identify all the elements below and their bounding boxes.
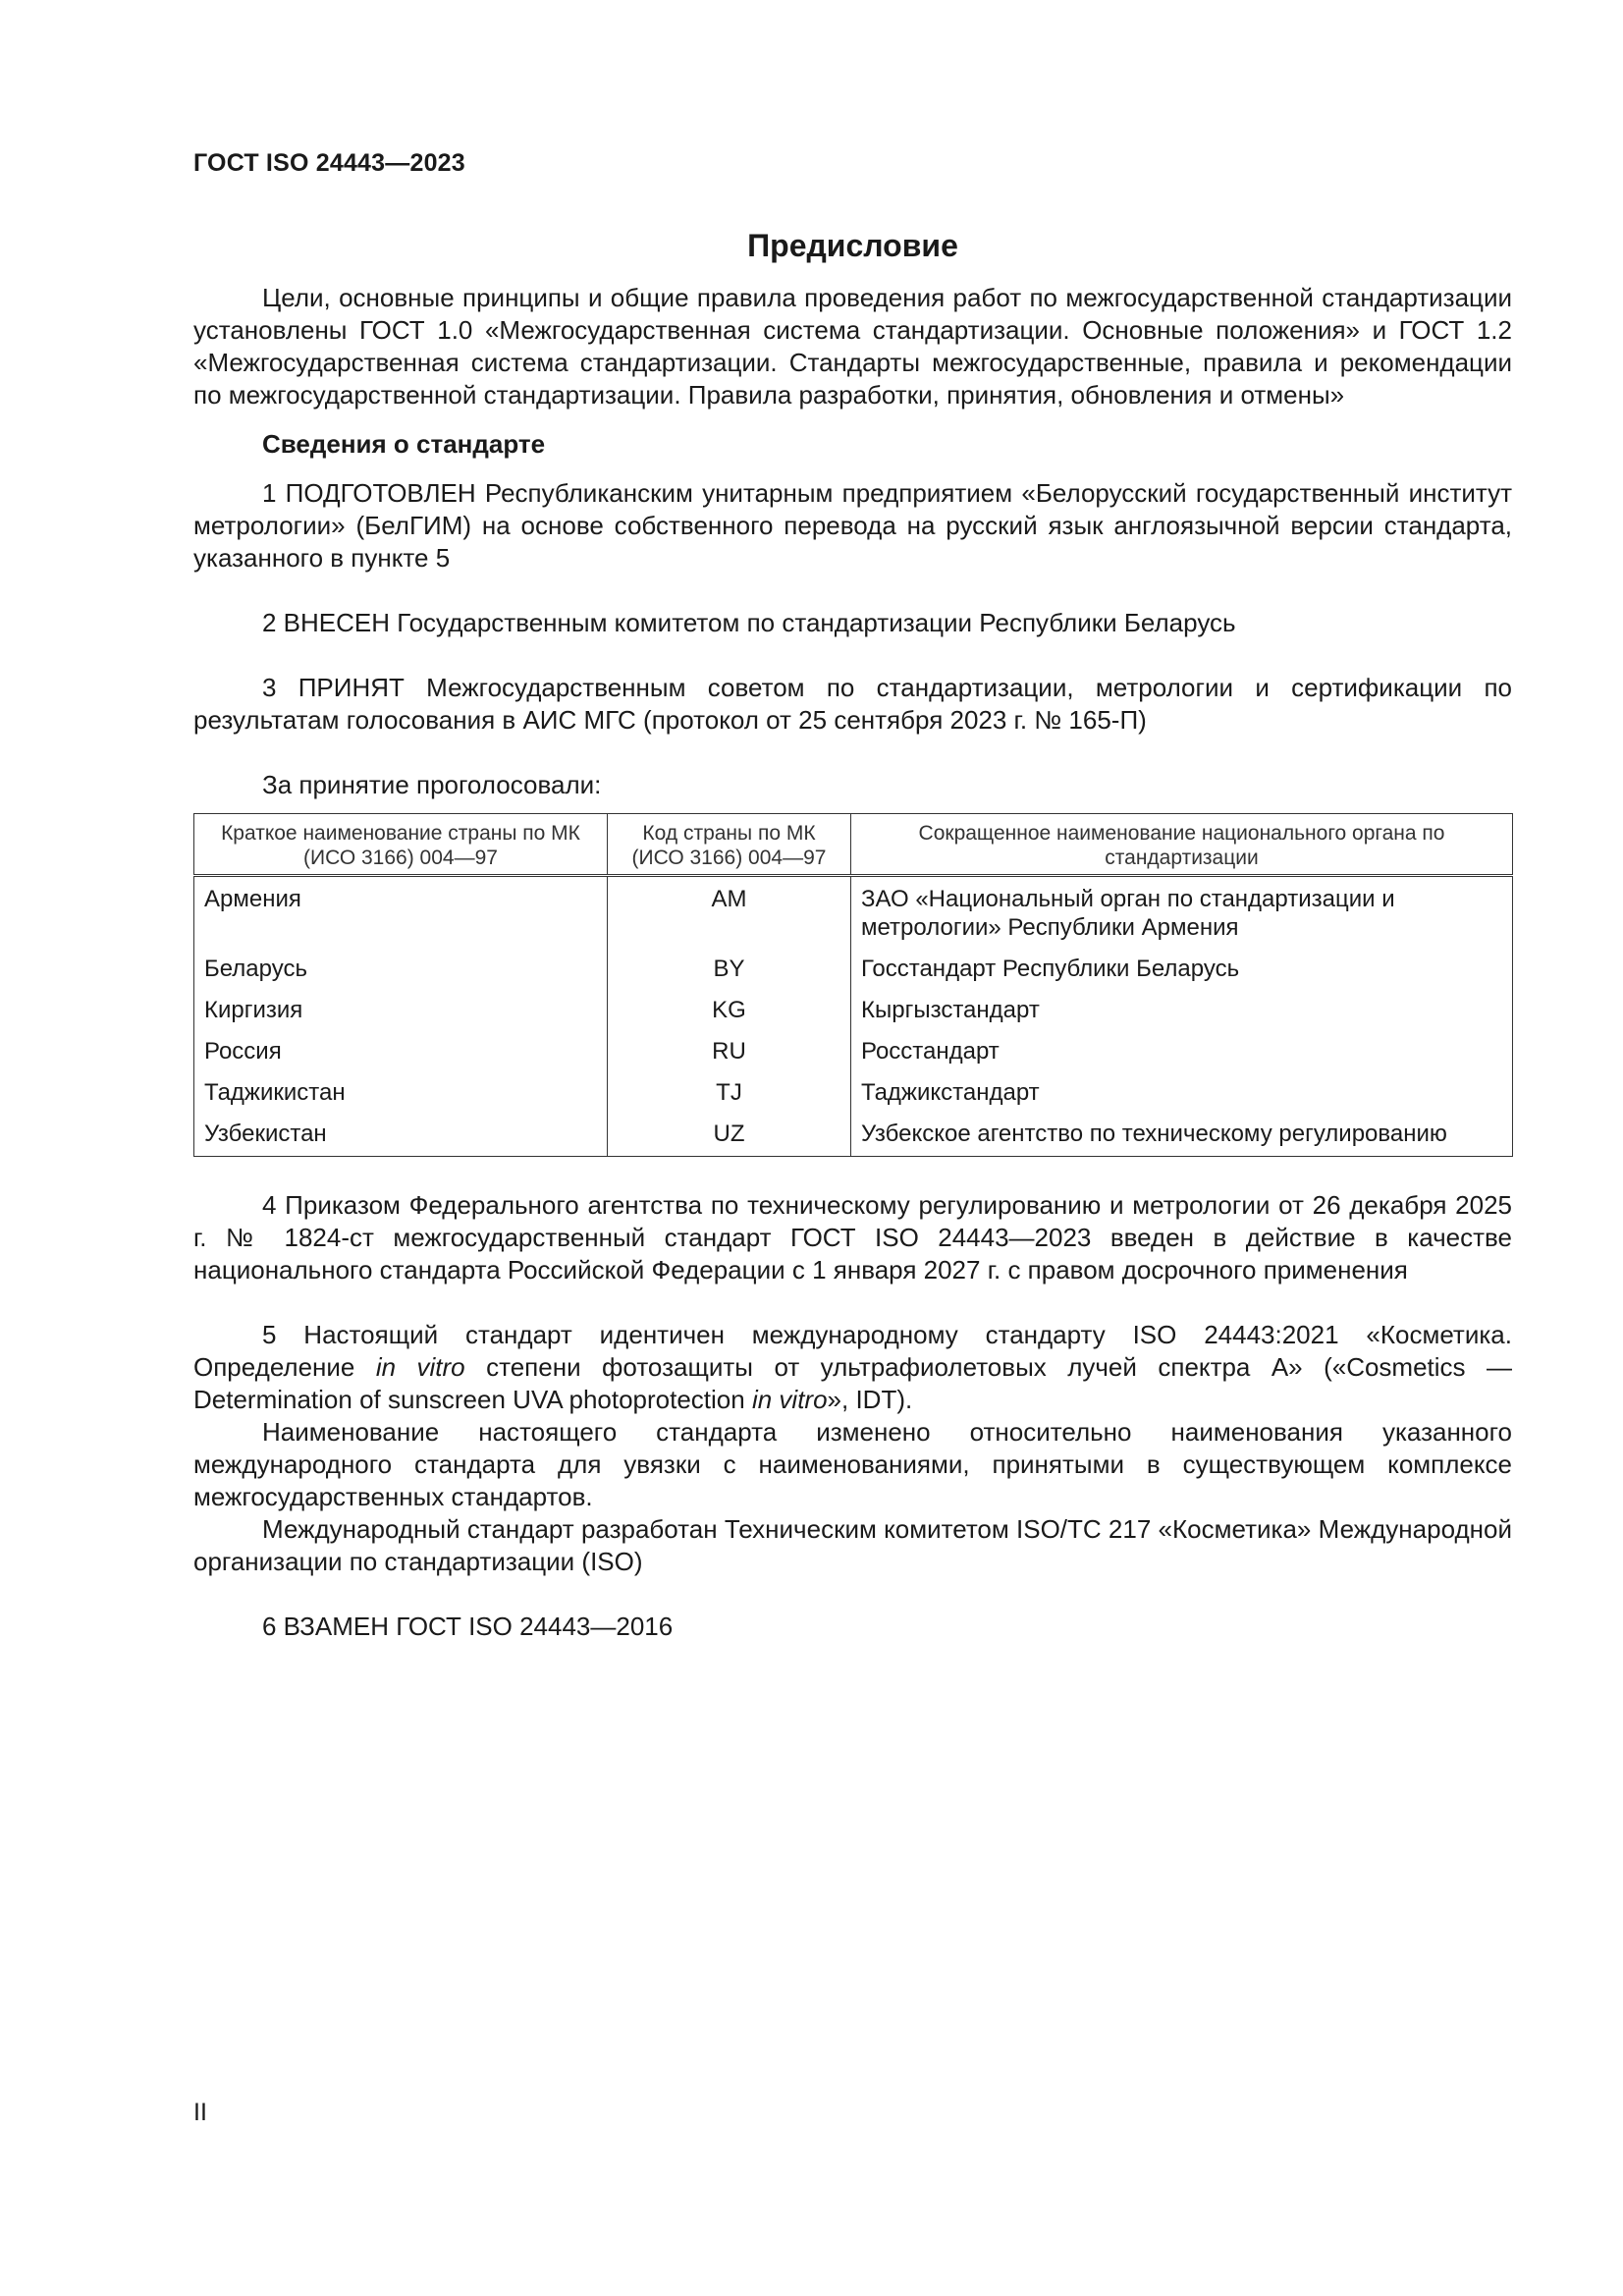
item-5-italic: in vitro	[375, 1352, 465, 1382]
item-5-text: », IDT).	[827, 1385, 913, 1414]
table-row	[194, 950, 1513, 991]
page-title: Предисловие	[747, 228, 958, 263]
vote-label: За принятие проголосовали:	[262, 770, 602, 799]
page-number: II	[193, 2099, 207, 2126]
code-cell: RU	[608, 1032, 851, 1073]
country-cell: Киргизия	[194, 991, 608, 1032]
item-5-rename-paragraph: Наименование настоящего стандарта изменено относительно наименования указанного международного стандарта для увязки с наименованиями, принятыми в существующем комплексе межгосударственных стандартов.	[193, 1417, 1512, 1511]
country-cell: Армения	[194, 876, 608, 951]
country-cell: Россия	[194, 1032, 608, 1073]
table-row	[194, 1073, 1513, 1115]
code-cell: UZ	[608, 1115, 851, 1157]
item-3-paragraph: 3 ПРИНЯТ Межгосударственным советом по стандартизации, метрологии и сертификации по результатам голосования в АИС МГС (протокол от 25 сентября 2023 г. № 165-П)	[193, 673, 1512, 735]
table-row	[194, 991, 1513, 1032]
table-header-cell: Краткое наименование страны по МК (ИСО 3166) 004—97	[194, 814, 608, 876]
foreword-content	[193, 226, 1512, 1643]
body-cell: Узбекское агентство по техническому регулированию	[851, 1115, 1513, 1157]
code-cell: BY	[608, 950, 851, 991]
code-cell: AM	[608, 876, 851, 951]
item-4-paragraph: 4 Приказом Федерального агентства по техническому регулированию и метрологии от 26 декабря 2025 г. № 1824-ст межгосударственный стандарт ГОСТ ISO 24443—2023 введен в действие в качестве национального стандарта Российской Федерации с 1 января 2027 г. с правом досрочного применения	[193, 1190, 1512, 1285]
item-5-paragraph	[193, 1319, 1512, 1416]
body-cell: Таджикстандарт	[851, 1073, 1513, 1115]
table-header-cell: Сокращенное наименование национального органа по стандартизации	[851, 814, 1513, 876]
table-header-row	[194, 814, 1513, 876]
code-cell: TJ	[608, 1073, 851, 1115]
intro-paragraph: Цели, основные принципы и общие правила проведения работ по межгосударственной стандартизации установлены ГОСТ 1.0 «Межгосударственная система стандартизации. Основные положения» и ГОСТ 1.2 «Межгосударственная система стандартизации. Стандарты межгосударственные, правила и рекомендации по межгосударственной стандартизации. Правила разработки, принятия, обновления и отмены»	[193, 283, 1512, 410]
item-2-paragraph: 2 ВНЕСЕН Государственным комитетом по стандартизации Республики Беларусь	[262, 608, 1236, 637]
item-5-text: степени фотозащиты от ультрафиолетовых лучей спектра А» («Cosmetics — Determination of sunscreen UVA photoprotection	[193, 1352, 1512, 1414]
country-cell: Таджикистан	[194, 1073, 608, 1115]
item-5-text: 5 Настоящий стандарт идентичен международному стандарту ISO 24443:2021 «Косметика. Определение	[193, 1320, 1512, 1382]
item-1-paragraph: 1 ПОДГОТОВЛЕН Республиканским унитарным предприятием «Белорусский государственный институт метрологии» (БелГИМ) на основе собственного перевода на русский язык англоязычной версии стандарта, указанного в пункте 5	[193, 478, 1512, 573]
body-cell: ЗАО «Национальный орган по стандартизации и метрологии» Республики Армения	[851, 876, 1513, 951]
code-cell: KG	[608, 991, 851, 1032]
table-header-cell: Код страны по МК (ИСО 3166) 004—97	[608, 814, 851, 876]
body-cell: Кыргызстандарт	[851, 991, 1513, 1032]
table-row	[194, 1115, 1513, 1157]
vote-table	[193, 813, 1513, 1157]
country-cell: Узбекистан	[194, 1115, 608, 1157]
table-row	[194, 1032, 1513, 1073]
item-6-paragraph: 6 ВЗАМЕН ГОСТ ISO 24443—2016	[262, 1612, 674, 1641]
document-id-header: ГОСТ ISO 24443—2023	[193, 149, 465, 177]
item-5-italic: in vitro	[751, 1385, 828, 1414]
table-row	[194, 876, 1513, 951]
item-5-committee-paragraph: Международный стандарт разработан Техническим комитетом ISO/TC 217 «Косметика» Международной организации по стандартизации (ISO)	[193, 1514, 1512, 1576]
body-cell: Госстандарт Республики Беларусь	[851, 950, 1513, 991]
body-cell: Росстандарт	[851, 1032, 1513, 1073]
country-cell: Беларусь	[194, 950, 608, 991]
info-heading: Сведения о стандарте	[262, 429, 546, 459]
